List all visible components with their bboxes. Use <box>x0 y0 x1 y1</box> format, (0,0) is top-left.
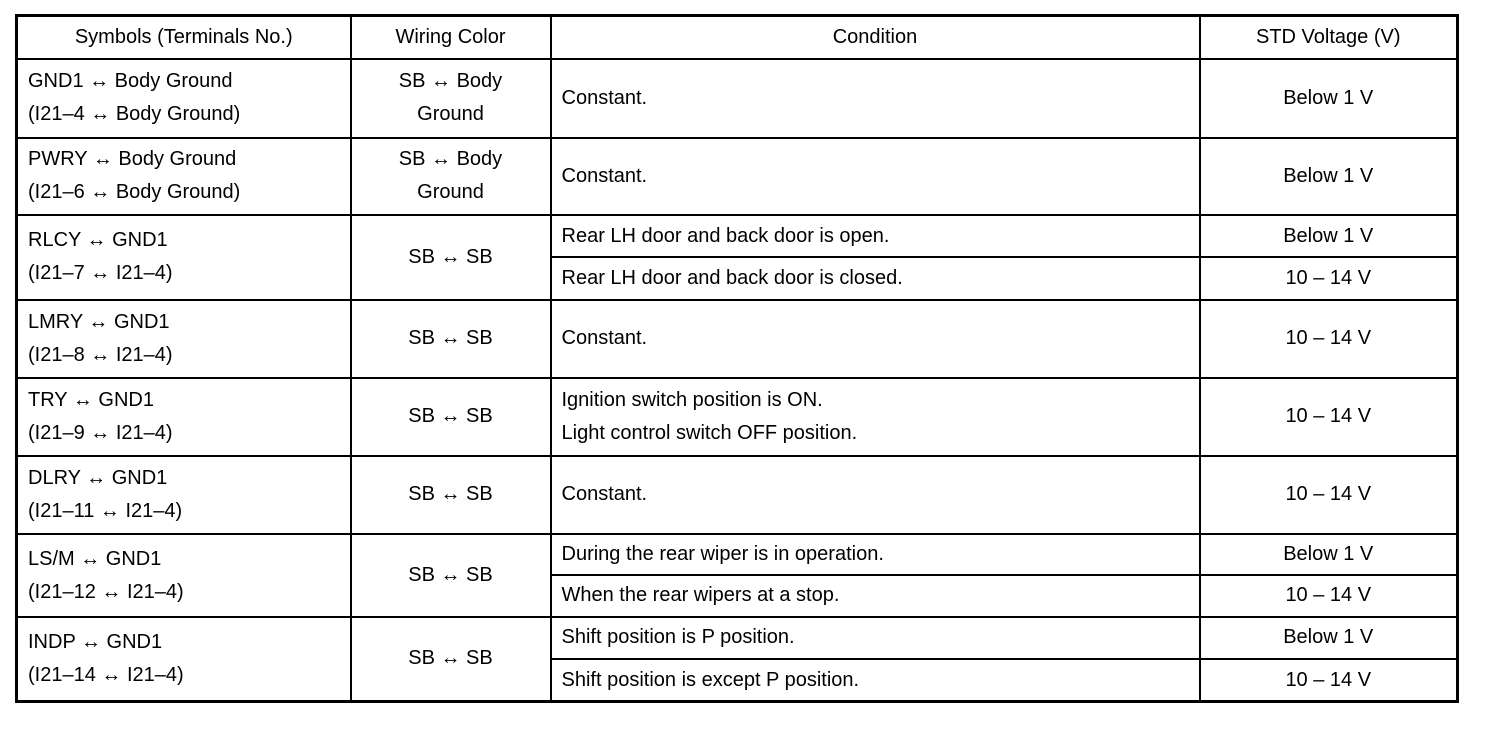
voltage-cell: 10 – 14 V <box>1200 575 1458 617</box>
terminal-text: (I21–7 ↔ I21–4) <box>28 262 173 285</box>
symbol-text: LMRY ↔ GND1 <box>28 310 170 333</box>
wiring-text: SB ↔ Body <box>398 70 503 93</box>
condition-cell: Shift position is P position. <box>551 617 1200 659</box>
table-row <box>17 138 1458 216</box>
terminal-text: (I21–14 ↔ I21–4) <box>28 663 184 686</box>
voltage-cell: Below 1 V <box>1200 617 1458 659</box>
condition-cell: When the rear wipers at a stop. <box>551 575 1200 617</box>
symbol-text: PWRY ↔ Body Ground <box>28 148 237 171</box>
symbol-cell <box>17 617 351 702</box>
symbol-cell <box>17 138 351 216</box>
voltage-cell: 10 – 14 V <box>1200 257 1458 299</box>
wiring-color-cell: SB ↔ SB <box>351 456 551 535</box>
wiring-text: Ground <box>417 103 484 126</box>
wiring-color-cell: SB ↔ SB <box>351 215 551 300</box>
voltage-cell: 10 – 14 V <box>1200 659 1458 701</box>
symbol-cell <box>17 300 351 379</box>
wiring-text: SB ↔ Body <box>398 148 503 171</box>
condition-cell: Shift position is except P position. <box>551 659 1200 701</box>
terminal-text: (I21–11 ↔ I21–4) <box>28 499 183 522</box>
terminal-text: (I21–4 ↔ Body Ground) <box>28 103 241 126</box>
wiring-color-cell <box>351 59 551 138</box>
voltage-cell: Below 1 V <box>1200 215 1458 257</box>
wiring-color-cell: SB ↔ SB <box>351 534 551 617</box>
condition-cell: Constant. <box>551 456 1200 535</box>
table-row <box>17 59 1458 138</box>
terminal-text: (I21–12 ↔ I21–4) <box>28 580 184 603</box>
condition-text: Light control switch OFF position. <box>561 421 858 444</box>
condition-text: Ignition switch position is ON. <box>561 388 823 411</box>
condition-cell <box>551 378 1200 456</box>
wiring-text: Ground <box>417 181 484 204</box>
table-row <box>17 617 1458 659</box>
symbol-cell <box>17 456 351 535</box>
symbol-cell <box>17 378 351 456</box>
symbol-cell <box>17 215 351 300</box>
header-std-voltage: STD Voltage (V) <box>1200 16 1458 60</box>
voltage-cell: 10 – 14 V <box>1200 456 1458 535</box>
symbol-text: DLRY ↔ GND1 <box>28 466 168 489</box>
condition-cell: Constant. <box>551 138 1200 216</box>
symbol-text: INDP ↔ GND1 <box>28 630 163 653</box>
table-row <box>17 215 1458 257</box>
voltage-cell: 10 – 14 V <box>1200 300 1458 379</box>
voltage-cell: Below 1 V <box>1200 534 1458 574</box>
table-row <box>17 300 1458 379</box>
table-row <box>17 534 1458 574</box>
voltage-cell: Below 1 V <box>1200 138 1458 216</box>
condition-cell: Constant. <box>551 59 1200 138</box>
condition-cell: Constant. <box>551 300 1200 379</box>
symbol-text: LS/M ↔ GND1 <box>28 547 162 570</box>
condition-cell: Rear LH door and back door is closed. <box>551 257 1200 299</box>
terminal-voltage-table <box>15 14 1459 703</box>
header-symbols: Symbols (Terminals No.) <box>17 16 351 60</box>
condition-cell: During the rear wiper is in operation. <box>551 534 1200 574</box>
condition-cell: Rear LH door and back door is open. <box>551 215 1200 257</box>
wiring-color-cell <box>351 138 551 216</box>
table-header-row <box>17 16 1458 60</box>
wiring-color-cell: SB ↔ SB <box>351 378 551 456</box>
wiring-color-cell: SB ↔ SB <box>351 300 551 379</box>
symbol-cell <box>17 59 351 138</box>
voltage-cell: 10 – 14 V <box>1200 378 1458 456</box>
table-row <box>17 378 1458 456</box>
terminal-text: (I21–9 ↔ I21–4) <box>28 421 173 444</box>
header-wiring-color: Wiring Color <box>351 16 551 60</box>
symbol-text: TRY ↔ GND1 <box>28 388 154 411</box>
terminal-text: (I21–8 ↔ I21–4) <box>28 343 173 366</box>
header-condition: Condition <box>551 16 1200 60</box>
symbol-text: RLCY ↔ GND1 <box>28 229 168 252</box>
symbol-text: GND1 ↔ Body Ground <box>28 70 233 93</box>
table-row <box>17 456 1458 535</box>
symbol-cell <box>17 534 351 617</box>
voltage-cell: Below 1 V <box>1200 59 1458 138</box>
wiring-color-cell: SB ↔ SB <box>351 617 551 702</box>
terminal-text: (I21–6 ↔ Body Ground) <box>28 181 241 204</box>
